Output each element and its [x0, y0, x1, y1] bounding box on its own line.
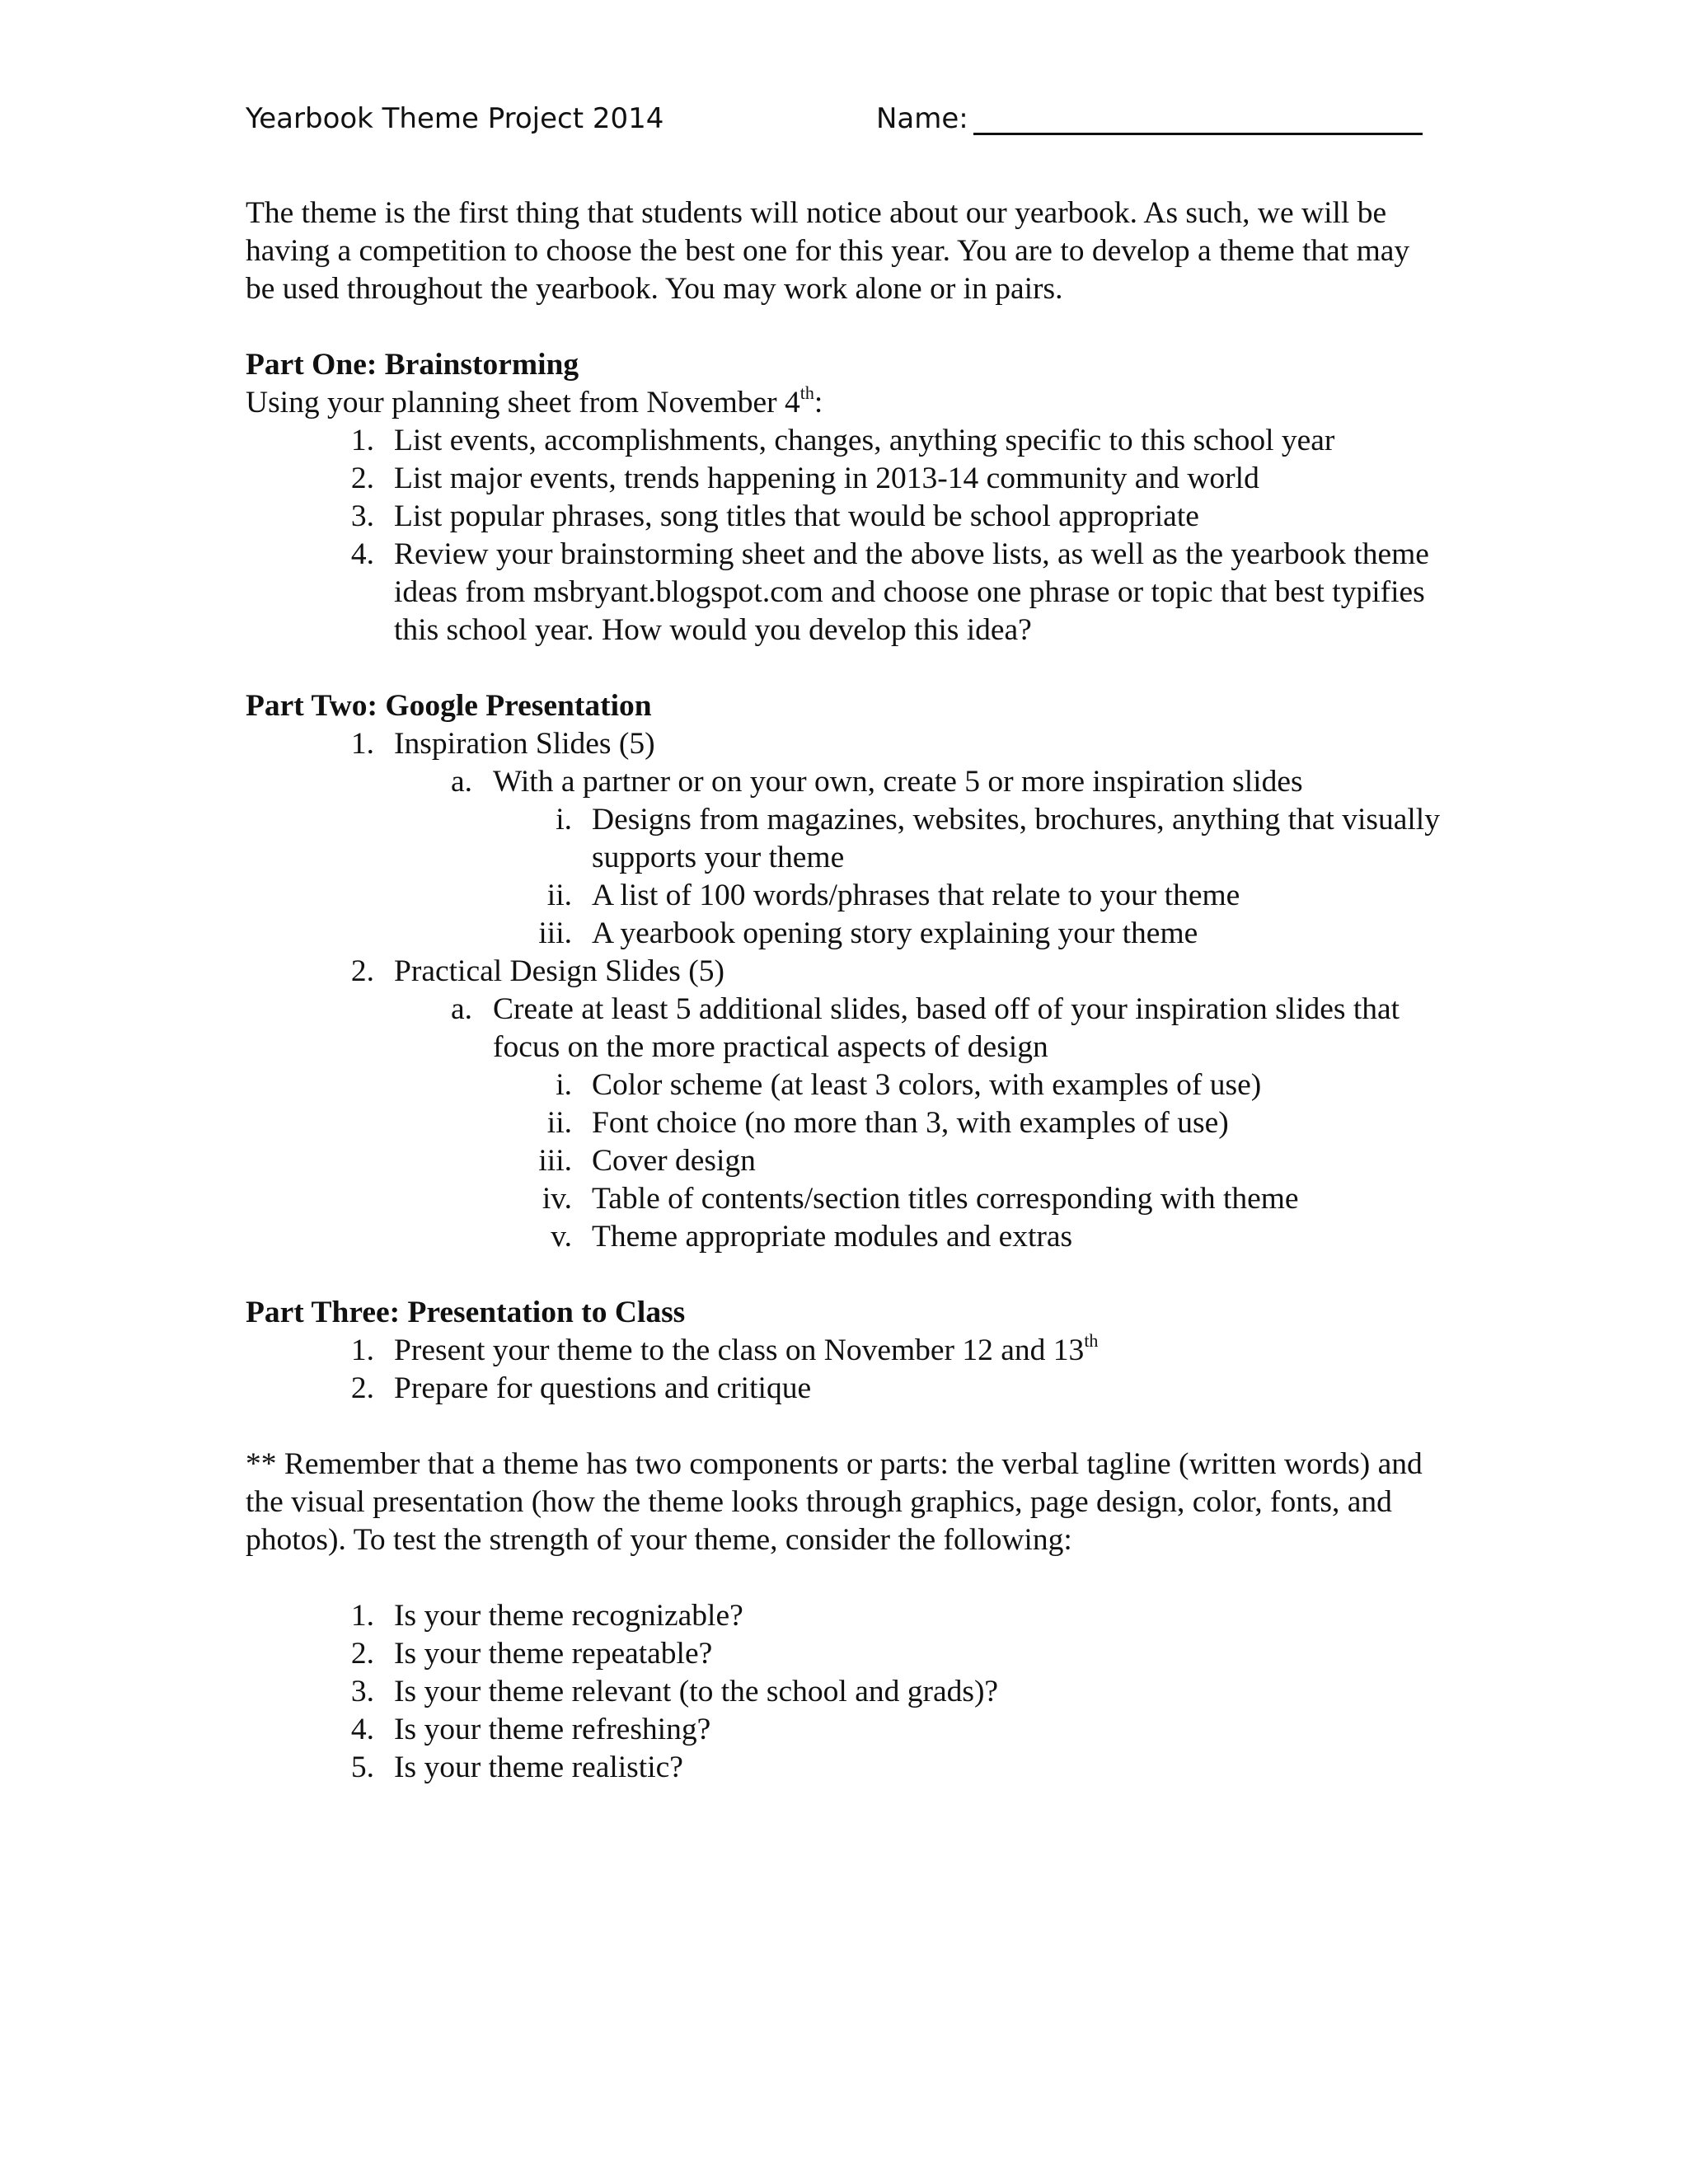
list-number: 2.: [350, 462, 374, 495]
point-numeral: iii.: [538, 1144, 572, 1178]
question-number: 1.: [350, 1599, 374, 1633]
point-text: Color scheme (at least 3 colors, with examples of use): [592, 1068, 1262, 1102]
list-item: [246, 498, 1441, 536]
point-numeral: iv.: [542, 1182, 572, 1216]
list-item: [246, 422, 1441, 460]
list-text: [394, 1332, 1441, 1370]
point-text: Cover design: [592, 1144, 756, 1178]
question-number: 2.: [350, 1637, 374, 1671]
list-text: Review your brainstorming sheet and the above lists, as well as the yearbook theme ideas from msbryant.blogspot.com and choose one phrase or topic that best typifies this school year. How would you develop this idea?: [394, 537, 1429, 647]
sub-list-item: [246, 763, 1441, 801]
list-item: [246, 1370, 1441, 1408]
point-numeral: i.: [556, 1068, 572, 1102]
point-text: Font choice (no more than 3, with examples of use): [592, 1106, 1229, 1140]
list-text: Inspiration Slides (5): [394, 727, 655, 761]
sub-list-item: [246, 991, 1441, 1066]
list-item: [246, 536, 1441, 649]
point-numeral: v.: [551, 1220, 572, 1254]
question-item: [246, 1597, 1441, 1635]
point-text: A list of 100 words/phrases that relate to your theme: [592, 879, 1240, 912]
point-item: [246, 1218, 1441, 1256]
part-two-heading: Part Two: Google Presentation: [246, 689, 652, 723]
question-item: [246, 1635, 1441, 1673]
point-text: A yearbook opening story explaining your theme: [592, 916, 1198, 950]
point-text: Table of contents/section titles corresponding with theme: [592, 1182, 1299, 1216]
part-one-lead-text: Using your planning sheet from November 4: [246, 386, 800, 419]
point-item: [246, 1066, 1441, 1104]
part-one-heading: Part One: Brainstorming: [246, 348, 579, 382]
list-number: 3.: [350, 499, 374, 533]
part-one-lead-colon: :: [814, 386, 823, 419]
document-body: [246, 194, 1441, 1787]
question-text: Is your theme relevant (to the school and grads)?: [394, 1675, 999, 1708]
question-item: [246, 1749, 1441, 1787]
point-numeral: iii.: [538, 916, 572, 950]
point-text: Designs from magazines, websites, brochures, anything that visually supports your theme: [592, 803, 1440, 874]
point-item: [246, 915, 1441, 953]
document-title: Yearbook Theme Project 2014: [246, 102, 664, 135]
list-number: 2.: [350, 954, 374, 988]
point-item: [246, 1104, 1441, 1142]
sub-list-text: Create at least 5 additional slides, based off of your inspiration slides that focus on the more practical aspects of design: [493, 992, 1400, 1064]
part-one-lead: [246, 384, 1441, 422]
list-item: [246, 953, 1441, 991]
point-item: [246, 1142, 1441, 1180]
point-numeral: ii.: [546, 1106, 572, 1140]
sub-list-text: With a partner or on your own, create 5 or more inspiration slides: [493, 765, 1303, 799]
list-item: [246, 460, 1441, 498]
list-number: 4.: [350, 537, 374, 571]
question-item: [246, 1711, 1441, 1749]
question-item: [246, 1673, 1441, 1711]
part-three-heading: Part Three: Presentation to Class: [246, 1296, 686, 1329]
sub-list-letter: a.: [450, 765, 472, 799]
point-item: [246, 1180, 1441, 1218]
list-text: List popular phrases, song titles that would be school appropriate: [394, 499, 1199, 533]
list-number: 1.: [350, 1333, 374, 1367]
list-text: List major events, trends happening in 2013-14 community and world: [394, 462, 1259, 495]
name-label: Name:: [876, 102, 968, 135]
sub-list-letter: a.: [450, 992, 472, 1026]
question-text: Is your theme repeatable?: [394, 1637, 713, 1671]
list-text: List events, accomplishments, changes, anything specific to this school year: [394, 424, 1335, 457]
point-item: [246, 877, 1441, 915]
name-field: [876, 92, 1423, 145]
list-number: 1.: [350, 424, 374, 457]
part-one-lead-superscript: th: [799, 382, 814, 403]
list-item: [246, 725, 1441, 763]
name-blank-line: [973, 100, 1423, 135]
list-text-main: Present your theme to the class on November 12 and 13: [394, 1333, 1085, 1367]
intro-paragraph: The theme is the first thing that students will notice about our yearbook. As such, we will be having a competition to choose the best one for this year. You are to develop a theme that may be used throughout the yearbook. You may work alone or in pairs.: [246, 196, 1410, 306]
point-text: Theme appropriate modules and extras: [592, 1220, 1073, 1254]
question-text: Is your theme realistic?: [394, 1750, 683, 1784]
question-text: Is your theme recognizable?: [394, 1599, 743, 1633]
point-item: [246, 801, 1441, 877]
remember-paragraph: ** Remember that a theme has two components or parts: the verbal tagline (written words) and the visual presentation (how the theme looks through graphics, page design, color, fonts, and photos). To test the strength of your theme, consider the following:: [246, 1447, 1423, 1557]
list-text: Prepare for questions and critique: [394, 1371, 812, 1405]
question-number: 5.: [350, 1750, 374, 1784]
question-text: Is your theme refreshing?: [394, 1713, 711, 1746]
question-number: 3.: [350, 1675, 374, 1708]
point-numeral: ii.: [546, 879, 572, 912]
list-text-superscript: th: [1084, 1330, 1099, 1351]
list-item: [246, 1332, 1441, 1370]
question-number: 4.: [350, 1713, 374, 1746]
list-number: 2.: [350, 1371, 374, 1405]
point-numeral: i.: [556, 803, 572, 837]
page-header: [246, 92, 1441, 145]
list-number: 1.: [350, 727, 374, 761]
list-text: Practical Design Slides (5): [394, 954, 724, 988]
